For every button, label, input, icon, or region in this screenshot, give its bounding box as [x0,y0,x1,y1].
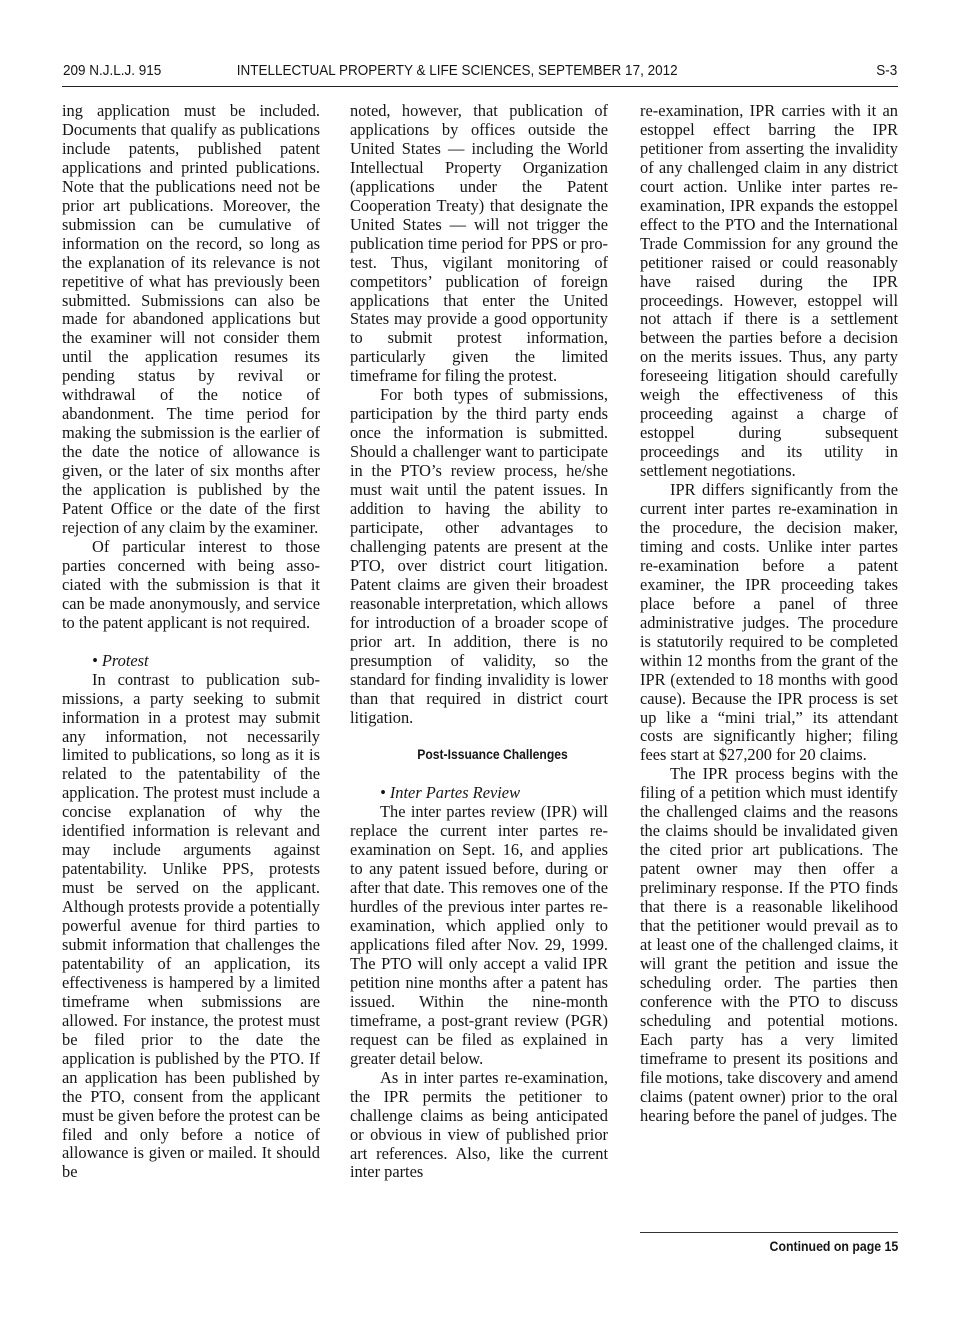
protest-subheading: • Protest [92,650,149,670]
header-publication: INTELLECTUAL PROPERTY & LIFE SCIENCES, SEPTEMBER 17, 2012 [236,62,678,79]
paragraph: In contrast to publication submissions, a party seeking to submit information in a protest may submit any information, not necessarily limited to publications, so long as it is related to the patentability of the application. The protest must include a concise explanation of why the identified information is relevant and may include arguments against patentability. Unlike PPS, protests must be served on the applicant. Although protests provide a potentially powerful avenue for third parties to submit information that challenges the patentability of an application, its effectiveness is hampered by a limited timeframe when submissions are allowed. For instance, the protest must be filed prior to the date the application is published by the PTO. If an application has been published by the PTO, consent from the applicant must be given before the protest can be filed and only before a notice of allowance is given or mailed. It should be [62,669,320,1182]
paragraph: ing application must be included. Documents that qualify as publications include patents, published patent applications and printed publications. Note that the publications need not be prior art publications. Moreover, the submission can be cumulative of information on the record, so long as the explanation of its relevance is not repetitive of what has previously been submitted. Submissions can also be made for abandoned applications but the examiner will not consider them until the application resumes its pending status by revival or withdrawal of the notice of abandonment. The time period for making the submission is the earlier of the date the notice of allowance is given, or the later of six months after the application is published by the Patent Office or the date of the first rejection of any claim by the examiner. [62,101,320,537]
header-page-number: S-3 [876,62,898,79]
paragraph: As in inter partes re-examination, the IPR permits the petitioner to challenge claims as being anticipated or obvious in view of published prior art references. Also, like the current inter partes [350,1067,608,1182]
continued-rule [640,1232,898,1233]
paragraph: IPR differs significantly from the current inter partes re-examination in the procedure, the decision maker, timing and costs. Unlike inter partes re-examination before a patent examiner, the IPR proceeding takes place before a panel of three administrative judges. The procedure is statutorily required to be completed within 12 months from the grant of the IPR (extended to 18 months with good cause). Because the IPR process is set up like a “mini trial,” its attendant costs are significantly higher; filing fees start at $27,200 for 20 claims. [640,480,898,765]
column-3 [640,102,898,1125]
spacer [350,765,608,784]
header-rule [62,86,898,87]
page-header [63,62,897,84]
column-2 [350,102,608,1182]
paragraph: For both types of submissions, participation by the third party ends once the information is submitted. Should a challenger want to participate in the PTO’s review process, he/she must wait until the patent issues. In addition to having the ability to participate, other advantages to challenging patents are present at the PTO, over district court litigation. Patent claims are given their broadest reasonable interpretation, which allows for introduction of a broader scope of prior art. In addition, there is no presumption of validity, so the standard for finding invalidity is lower than that required in district court litigation. [350,385,608,727]
spacer [62,633,320,652]
ipr-subheading: • Inter Partes Review [380,783,521,803]
paragraph: The IPR process begins with the filing of a petition which must identify the challenged claims and the reasons the claims should be invalidated given the cited prior art publications. The patent owner may then offer a preliminary response. If the PTO finds that there is a reasonable likelihood that the petitioner would prevail as to at least one of the challenged claims, it will grant the petition and issue the scheduling order. The parties then conference with the PTO to discuss scheduling and potential motions. Each party has a very limited timeframe to present its positions and file motions, take discovery and amend claims (patent owner) prior to the oral hearing before the panel of judges. The [640,764,898,1125]
spacer [350,727,608,746]
column-1 [62,102,320,1182]
section-title: Post-Issuance Challenges [417,747,568,763]
paragraph: re-examination, IPR carries with it an estoppel effect barring the IPR petitioner from asserting the invalidity of any challenged claim in any district court action. Unlike inter partes re-examination, IPR expands the estoppel effect to the PTO and the International Trade Commission for any ground the petitioner raised or could reasonably have raised during the IPR proceedings. However, estoppel will not attach if there is a settlement between the parties before a decision on the merits issues. Thus, any party foreseeing litigation should carefully weigh the effectiveness of this proceeding against a charge of estoppel during subsequent proceedings and its utility in settlement negotiations. [640,101,898,481]
header-citation: 209 N.J.L.J. 915 [63,62,162,79]
paragraph: noted, however, that publication of applications by offices outside the United States — including the World Intellectual Property Organization (applications under the Patent Cooperation Treaty) that designate the United States — will not trigger the publication time period for PPS or protest. Thus, vigilant monitoring of competitors’ publication of foreign applications that enter the United States may provide a good opportunity to submit protest information, particularly given the limited timeframe for filing the protest. [350,101,608,386]
paragraph: Of particular interest to those parties concerned with being associated with the submission is that it can be made anonymously, and service to the patent applicant is not required. [62,536,320,632]
continued-on-page: Continued on page 15 [769,1238,898,1254]
paragraph: The inter partes review (IPR) will replace the current inter partes re-examination on Sept. 16, and applies to any patent issued before, during or after that date. This removes one of the hurdles of the previous inter partes re-examination, which applied only to applications filed after Nov. 29, 1999. The PTO will only accept a valid IPR petition nine months after a patent has issued. Within the nine-month timeframe, a post-grant review (PGR) request can be filed as explained in greater detail below. [350,802,608,1068]
